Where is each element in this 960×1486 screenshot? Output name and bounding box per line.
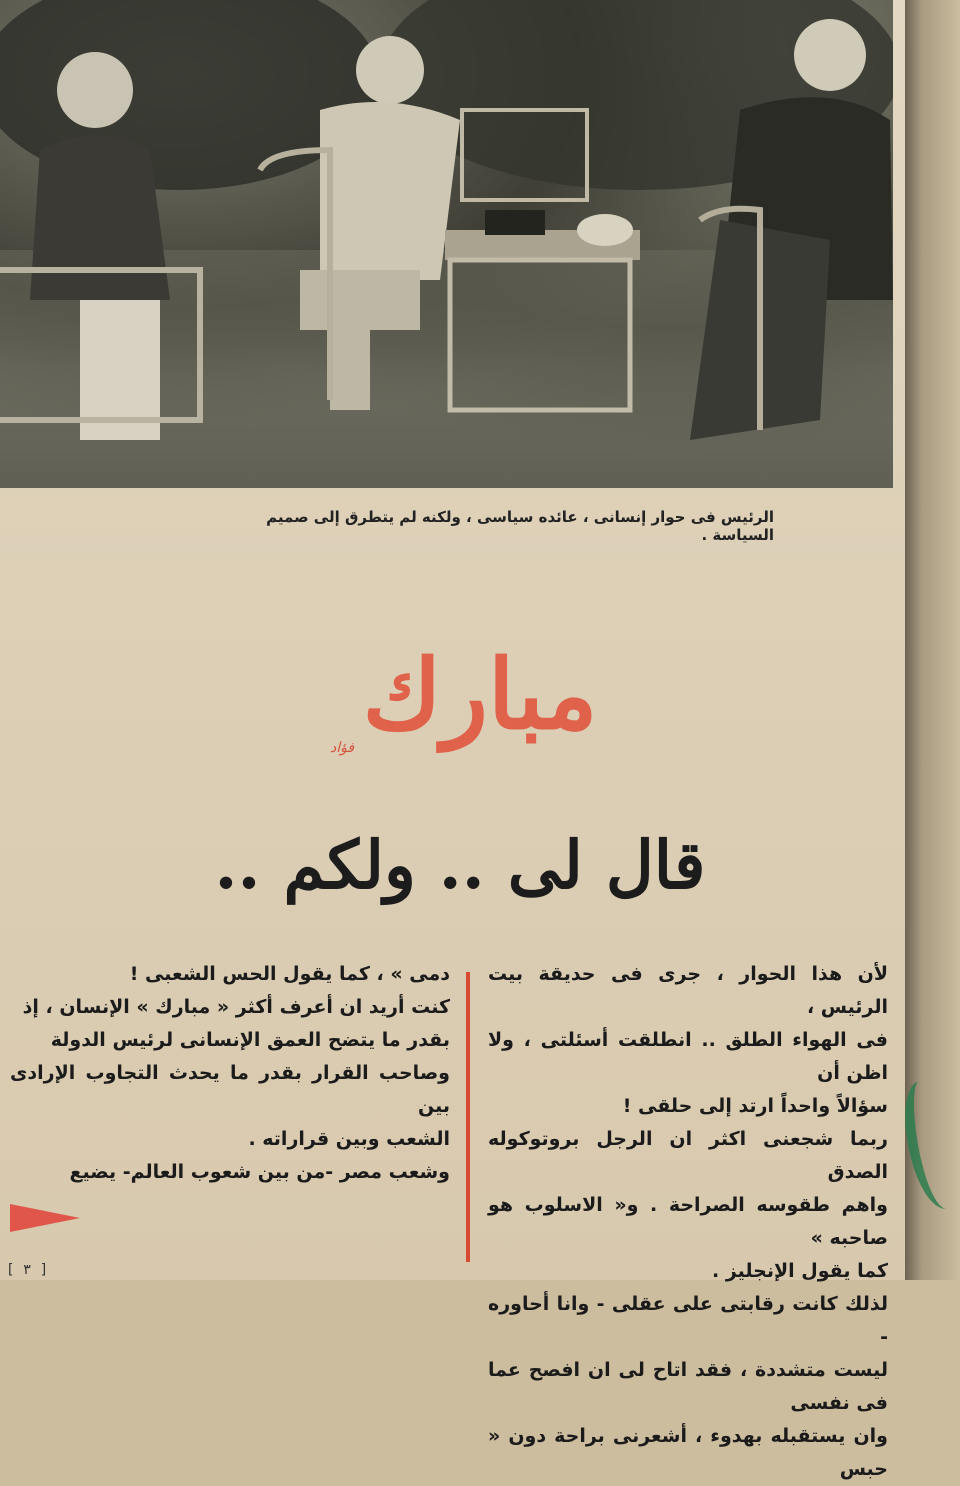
red-arrow-ornament [10,1204,80,1232]
photo-illustration [0,0,893,488]
page-number: [ ٣ ] [6,1262,49,1278]
photo-caption: الرئيس فى حوار إنسانى ، عائده سياسى ، ولكنه لم يتطرق إلى صميم السياسة . [266,508,774,544]
article-line: دمى » ، كما يقول الحس الشعبى ! [129,963,450,985]
article-line: ربما شجعنى اكثر ان الرجل بروتوكوله الصدق [488,1128,888,1183]
article-line: فى الهواء الطلق .. انطلقت أسئلتى ، ولا اظن أن [488,1029,888,1084]
article-line: لأن هذا الحوار ، جرى فى حديقة بيت الرئيس ، [488,963,888,1018]
article-line: سؤالاً واحداً ارتد إلى حلقى ! [622,1095,888,1117]
interview-photo [0,0,893,488]
author-signature: فؤاد [329,740,355,756]
article-column-left [10,958,450,1189]
article-line: الشعب وبين قراراته . [248,1128,450,1150]
article-line: كما يقول الإنجليز . [711,1260,888,1282]
article-line: وان يستقبله بهدوء ، أشعرنى براحة دون « حبس [488,1425,888,1480]
headline-subtitle: قال لى .. ولكم .. [214,826,706,904]
article-line: لذلك كانت رقابتى على عقلى - وانا أحاوره - [488,1293,888,1348]
article-line: وشعب مصر -من بين شعوب العالم- يضيع [69,1161,450,1183]
article-line: وصاحب القرار بقدر ما يحدث التجاوب الإرادى بين [10,1062,450,1117]
article-column-right [488,958,888,1486]
article-line: كنت أريد ان أعرف أكثر « مبارك » الإنسان ، إذ [22,996,450,1018]
article-line: واهم طقوسه الصراحة . و« الاسلوب هو صاحبه » [488,1194,888,1249]
article-line: بقدر ما يتضح العمق الإنسانى لرئيس الدولة [50,1029,450,1051]
article-line: ليست متشددة ، فقد اتاح لى ان افصح عما فى نفسى [488,1359,888,1414]
headline-title: مبارك [362,638,598,751]
column-divider [466,972,470,1262]
